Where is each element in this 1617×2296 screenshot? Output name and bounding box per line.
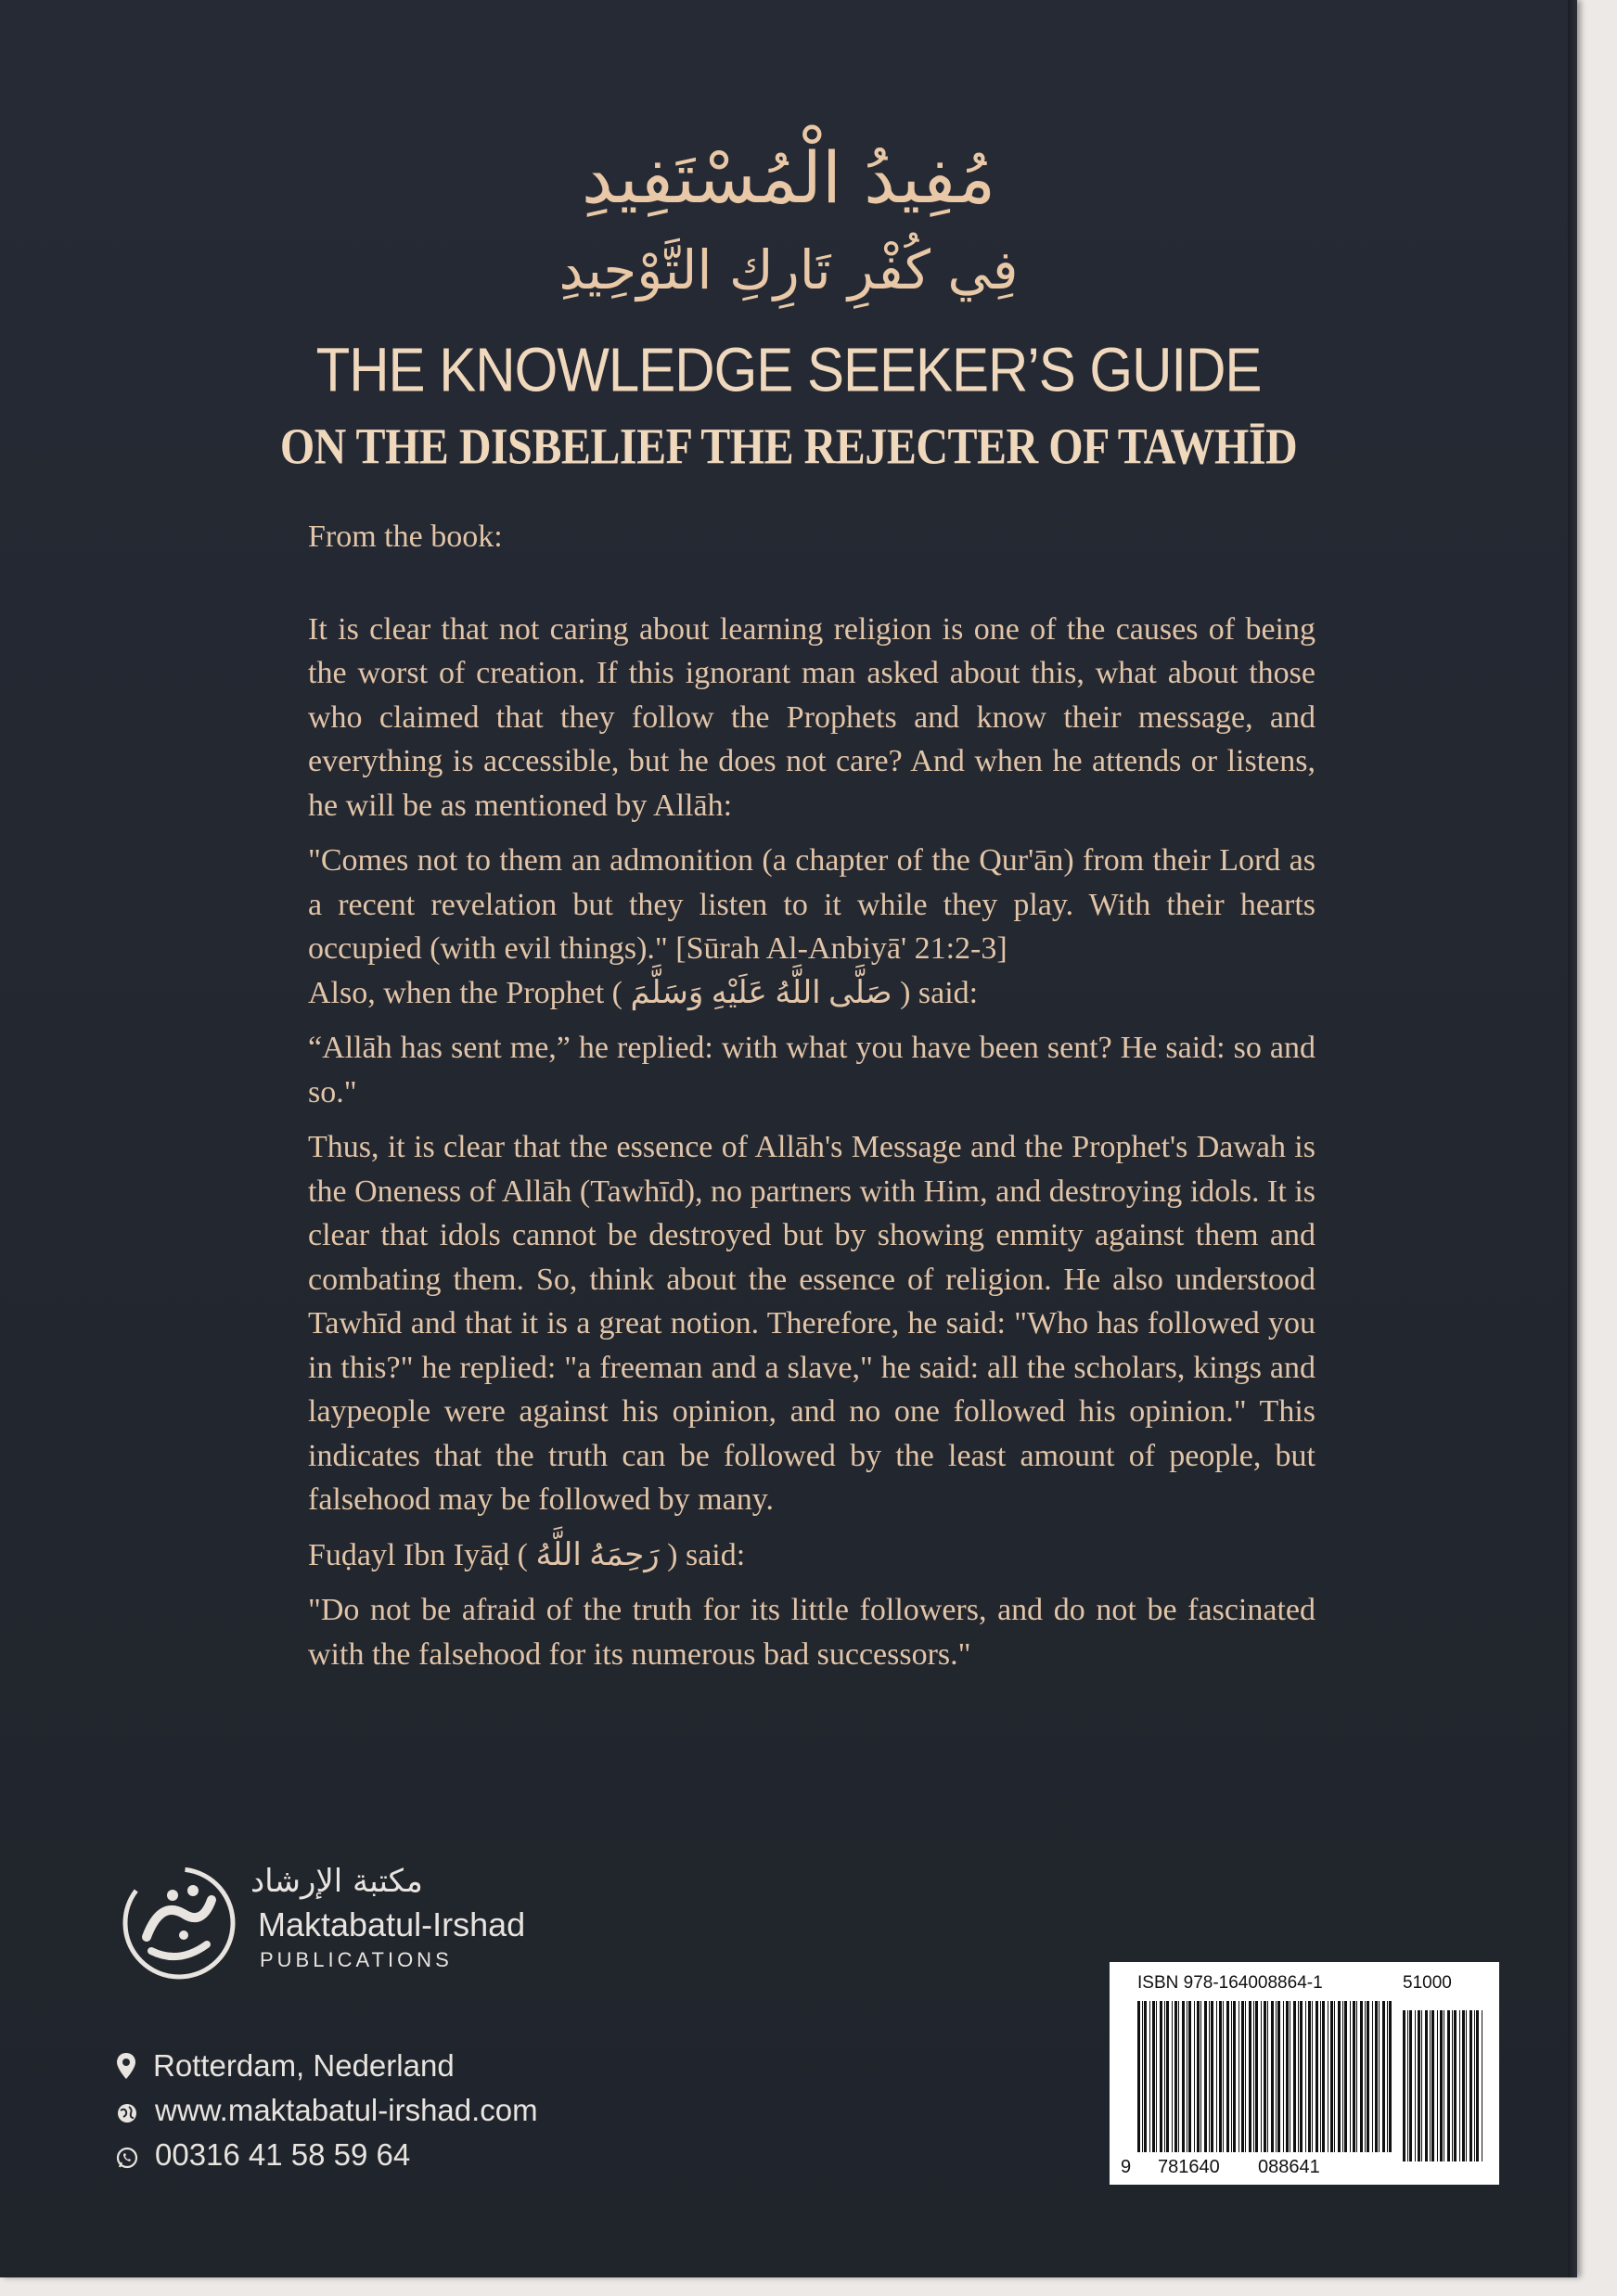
- whatsapp-icon: [116, 2147, 138, 2169]
- globe-icon: [116, 2102, 138, 2124]
- isbn-label: ISBN 978-164008864-1: [1137, 1973, 1323, 1993]
- excerpt-quote-fudayl: "Do not be afraid of the truth for its little followers, and do not be fascinated with the falsehood for its numerous bad successors.": [308, 1593, 1315, 1672]
- contact-location: [116, 2048, 455, 2084]
- english-subtitle: ON THE DISBELIEF THE REJECTER OF TAWHĪD: [279, 418, 1298, 476]
- price-code: 51000: [1403, 1973, 1452, 1993]
- barcode-digit-lead: 9: [1121, 2157, 1132, 2177]
- english-title: THE KNOWLEDGE SEEKER’S GUIDE: [315, 335, 1262, 405]
- excerpt-body: [308, 515, 1315, 1676]
- arabic-title: مُفِيدُ الْمُسْتَفِيدِ: [581, 136, 996, 219]
- contact-website: [116, 2093, 538, 2128]
- publisher-name: Maktabatul-Irshad: [258, 1905, 526, 1943]
- publisher-tagline: PUBLICATIONS: [260, 1948, 453, 1971]
- arabic-subtitle: فِي كُفْرِ تَارِكِ التَّوْحِيدِ: [558, 238, 1019, 301]
- phone-text: 00316 41 58 59 64: [155, 2137, 411, 2172]
- excerpt-paragraph: Also, when the Prophet ( صَلَّى اللَّهُ عَلَيْهِ وَسَلَّمَ ) said:: [308, 975, 979, 1010]
- excerpt-quote-hadith: “Allāh has sent me,” he replied: with what you have been sent? He said: so and so.": [308, 1031, 1315, 1110]
- contact-phone: [116, 2137, 410, 2173]
- excerpt-paragraph: Fuḍayl Ibn Iyāḍ ( رَحِمَهُ اللَّهُ ) said:: [308, 1537, 746, 1572]
- barcode-digits-left: 781640: [1158, 2157, 1220, 2177]
- excerpt-intro: From the book:: [308, 519, 503, 554]
- excerpt-paragraph: Thus, it is clear that the essence of Allāh's Message and the Prophet's Dawah is the Oneness of Allāh (Tawhīd), no partners with Him, and destroying idols. It is clear that idols cannot be destroyed but by showing enmity against them and combating them. So, think about the essence of religion. He also understood Tawhīd and that it is a great notion. Therefore, he said: "Who has followed you in this?" he replied: "a freeman and a slave," he said: all the scholars, kings and laypeople were against his opinion, and no one followed his opinion." This indicates that the truth can be followed by the least amount of people, but falsehood may be followed by many.: [308, 1130, 1315, 1517]
- barcode-digits-right: 088641: [1258, 2157, 1320, 2177]
- website-text[interactable]: www.maktabatul-irshad.com: [155, 2093, 538, 2127]
- barcode-bars: [1110, 1962, 1499, 2185]
- excerpt-paragraph: It is clear that not caring about learning religion is one of the causes of being the worst of creation. If this ignorant man asked about this, what about those who claimed that they follow the Prophets and know their message, and everything is accessible, but he does not care? And when he attends or listens, he will be as mentioned by Allāh:: [308, 611, 1315, 823]
- isbn-barcode: [1110, 1962, 1499, 2185]
- location-text: Rotterdam, Nederland: [153, 2048, 455, 2083]
- irshad-calligraphy-seal-icon: [119, 1863, 239, 1983]
- location-pin-icon: [116, 2052, 136, 2080]
- publisher-arabic-name: مكتبة الإرشاد: [250, 1863, 423, 1900]
- excerpt-quote-quran: "Comes not to them an admonition (a chapter of the Qur'ān) from their Lord as a recent revelation but they listen to it while they play. With their hearts occupied (with evil things)." [Sūrah Al-Anbiyā' 21:2-3]: [308, 843, 1315, 966]
